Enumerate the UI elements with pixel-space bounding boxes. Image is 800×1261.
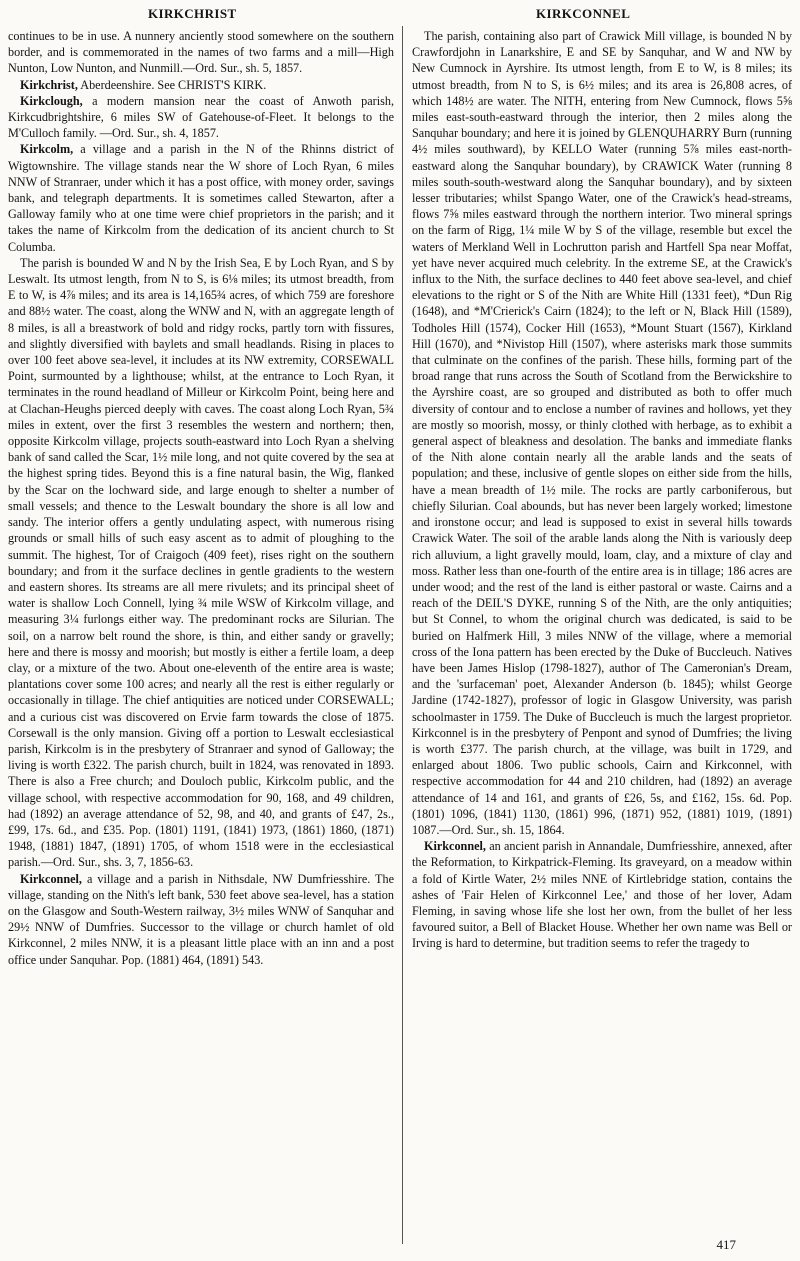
paragraph: continues to be in use. A nunnery anciently stood somewhere on the southern border, and is commemorated in the names of two farms and a mill—High Nunton, Low Nunton, and Nunmill.—Ord. Sur., sh. 5, 1857. xyxy=(8,29,394,76)
running-head-right: KIRKCONNEL xyxy=(536,6,631,21)
right-column xyxy=(412,28,792,1240)
entry-kirkconnel: Kirkconnel, a village and a parish in Nithsdale, NW Dumfriesshire. The village, standing on the Nith's left bank, 530 feet above sea-level, has a station on the Glasgow and South-Western railway, 3½ miles WNW of Sanquhar and 29½ NNW of Dumfries. Successor to the village or church hamlet of old Kirkconnel, 2 miles NNW, it is a pleasant little place with an inn and a post office under Sanquhar. Pop. (1881) 464, (1891) 543. xyxy=(8,871,394,967)
entry-title: Kirkcolm, xyxy=(20,142,74,157)
paragraph: The parish is bounded W and N by the Irish Sea, E by Loch Ryan, and S by Leswalt. Its utmost length, from N to S, is 6⅛ miles; its utmost breadth, from E to W, is 4⅞ miles; and its area is 14,165¾ acres, of which 759 are foreshore and 88½ water. The coast, along the WNW and N, with an aggregate length of 8 miles, is all a breastwork of bold and ridgy rocks, partly torn with fissures, and slightly diversified with baylets and small headlands. Rising in places to over 100 feet above sea-level, it includes at its NW extremity, CORSEWALL Point, surmounted by a lighthouse; whilst, at the entrance to Loch Ryan, it terminates in the round headland of Milleur or Kirkcolm Point, being here and at Clachan-Heughs pierced deeply with caves. The coast along Loch Ryan, 5¾ miles in extent, over the first 3 resembles the western and northern; then, opposite Kirkcolm village, projects south-eastward into Loch Ryan a shelving bank of sand called the Scar, 1½ mile long, and not quite covered by the sea at the highest spring tides. Beyond this is a fine natural basin, the Wig, flanked by the Scar on the lochward side, and large enough to shelter a number of small vessels; and thence to the Leswalt boundary the shore is all low and sandy. The interior offers a gently undulating aspect, with numerous rising grounds or small hills of such easy ascent as to admit of ploughing to the summit. The highest, Tor of Craigoch (409 feet), rises right on the southern boundary; and from it the surface declines in gentle gradients to the western and eastern shores. Its streams are all mere rivulets; and its principal sheet of water is shallow Loch Connell, lying ¾ mile WSW of Kirkcolm village, and measuring 3¼ furlongs either way. The predominant rocks are Silurian. The soil, on a narrow belt round the shore, is thin, and either sandy or gravelly; here and there is mossy and moorish; but mostly is either a fertile loam, a deep clay, or a mixture of the two. About one-eleventh of the entire area is waste; plantations cover some 100 acres; and nearly all the rest is either regularly or occasionally in tillage. The chief antiquities are noticed under CORSEWALL; and a curious cist was discovered on Ervie farm towards the close of 1875. Corsewall is the only mansion. Giving off a portion to Leswalt ecclesiastical parish, Kirkcolm is in the presbytery of Stranraer and synod of Galloway; the living is worth £322. The parish church, built in 1824, was renovated in 1893. There is also a Free church; and Douloch public, Kirkcolm public, and the village school, with respective accommodation for 90, 168, and 49 children, had (1892) an average attendance of 52, 98, and 40, and grants of £47, 2s., £99, 17s. 6d., and £35. Pop. (1801) 1191, (1841) 1973, (1861) 1860, (1871) 1948, (1881) 1847, (1891) 1705, of whom 1518 were in the ecclesiastical parish.—Ord. Sur., shs. 3, 7, 1856-63. xyxy=(8,255,394,870)
entry-kirkcolm: Kirkcolm, a village and a parish in the N of the Rhinns district of Wigtownshire. The village stands near the W shore of Loch Ryan, 6 miles NNW of Stranraer, under which it has a post office, with money order, savings bank, and telegraph departments. It is sometimes called Stewarton, after a Galloway family who at one time were chief proprietors in the parish; and it takes the name of Kirkcolm from the dedication of its ancient church to St Columba. xyxy=(8,142,394,254)
column-divider xyxy=(402,26,403,1244)
left-column xyxy=(8,28,394,1258)
entry-kirkclough: Kirkclough, a modern mansion near the coast of Anwoth parish, Kirkcudbrightshire, 6 miles SW of Gatehouse-of-Fleet. It belongs to the M'Culloch family. —Ord. Sur., sh. 4, 1857. xyxy=(8,93,394,141)
running-head-left: KIRKCHRIST xyxy=(148,6,237,21)
page-number: 417 xyxy=(716,1237,736,1252)
entry-title: Kirkconnel, xyxy=(20,871,82,886)
entry-title: Kirkclough, xyxy=(20,93,83,108)
paragraph: The parish, containing also part of Crawick Mill village, is bounded N by Crawfordjohn in Lanarkshire, E and SE by Sanquhar, and W and NW by New Cumnock in Ayrshire. Its utmost length, from E to W, is 8 miles; its utmost breadth, from N to S, is 6½ miles; and its area is 26,808 acres, of which 148½ are water. The NITH, entering from New Cumnock, flows 5⅝ miles east-south-eastward through the interior, then 2 miles along the Sanquhar boundary; and here it is joined by GLENQUHARRY Burn (running 4½ miles southward), by KELLO Water (running 5⅞ miles east-north-eastward along the Sanquhar boundary), by CRAWICK Water (running 8 miles south-south-westward along the Sanquhar boundary), and by sixteen lesser tributaries; whilst Spango Water, one of the Crawick's head-streams, flows 7⅝ miles eastward through the northern interior. Two mineral springs on the farm of Rigg, 1¼ mile W by S of the village, resemble but excel the waters of Merkland Well in Lochrutton parish and Hartfell Spa near Moffat, yet have never acquired much celebrity. In the extreme SE, at the Crawick's influx to the Nith, the surface declines to 440 feet above sea-level, and chief elevations to the right or S of the Nith are White Hill (1331 feet), *Dun Rig (1648), and *M'Crierick's Cairn (1824); to the left or N, Black Hill (1589), Todholes Hill (1574), Cocker Hill (1653), *Mount Stuart (1567), Kirkland Hill (1670), and *Nivistop Hill (1507), where asterisks mark those summits that culminate on the confines of the parish. These hills, forming part of the broad range that runs across the South of Scotland from the Berwickshire to the Ayrshire coast, are so grouped and distributed as both to offer much diversity of contour and to enclose a number of ravines and hollows, yet they are mostly so moorish, mossy, or thinly clothed with herbage, as to exhibit a general aspect of bleakness and desolation. The banks and immediate flanks of the Nith alone contain nearly all the arable lands and the seats of population; and these, inclusive of gentle slopes on either side from the hills, have a mean breadth of 1½ mile. The rocks are partly carboniferous, but chiefly Silurian. Coal abounds, but has never been largely worked; limestone and ironstone occur; and lead is supposed to exist in several hills towards Crawick Water. The soil of the arable lands along the Nith is variously deep rich alluvium, a light gravelly mould, loam, clay, and a mixture of clay and moss. Rather less than one-fourth of the entire area is in tillage; 186 acres are under wood; and the rest of the land is either pastoral or waste. Cairns and a reach of the DEIL'S DYKE, running S of the Nith, are the only antiquities; but St Connel, to whom the original church was dedicated, is said to be buried on Halfmerk Hill, 3 miles NNW of the village, where a memorial cross of the Iona pattern has been erected by the Duke of Buccleuch. Natives have been James Hislop (1798-1827), author of The Cameronian's Dream, and the 'surfaceman' poet, Alexander Anderson (b. 1845); whilst George Jardine (1742-1827), professor of logic in Glasgow University, was parish schoolmaster in 1759. The Duke of Buccleuch is much the largest proprietor. Kirkconnel is in the presbytery of Penpont and synod of Dumfries; the living is worth £377. The parish church, at the village, was built in 1729, and enlarged about 1806. Two public schools, Cairn and Kirkconnel, with respective accommodation for 44 and 210 children, had (1892) an average attendance of 14 and 161, and grants of £26, 5s, and £162, 15s. 6d. Pop. (1801) 1096, (1841) 1130, (1861) 996, (1871) 952, (1881) 1019, (1891) 1087.—Ord. Sur., sh. 15, 1864. xyxy=(412,29,792,837)
entry-kirkchrist: Kirkchrist, Aberdeenshire. See CHRIST'S KIRK. xyxy=(20,77,267,92)
entry-kirkconnel-annandale: Kirkconnel, an ancient parish in Annandale, Dumfriesshire, annexed, after the Reformation, to Kirkpatrick-Fleming. Its graveyard, on a meadow within a fold of Kirtle Water, 2½ miles NNE of Kirtlebridge station, contains the ashes of 'Fair Helen of Kirkconnel Lee,' and those of her lover, Adam Fleming, in saving whose life she lost her own, from the bullet of her less favoured suitor, a Bell of Blacket House. Whether her own name was Bell or Irving is hard to determine, but tradition seems to refer the tragedy to xyxy=(412,839,792,951)
entry-title: Kirkchrist, xyxy=(20,77,78,92)
entry-title: Kirkconnel, xyxy=(424,839,486,854)
